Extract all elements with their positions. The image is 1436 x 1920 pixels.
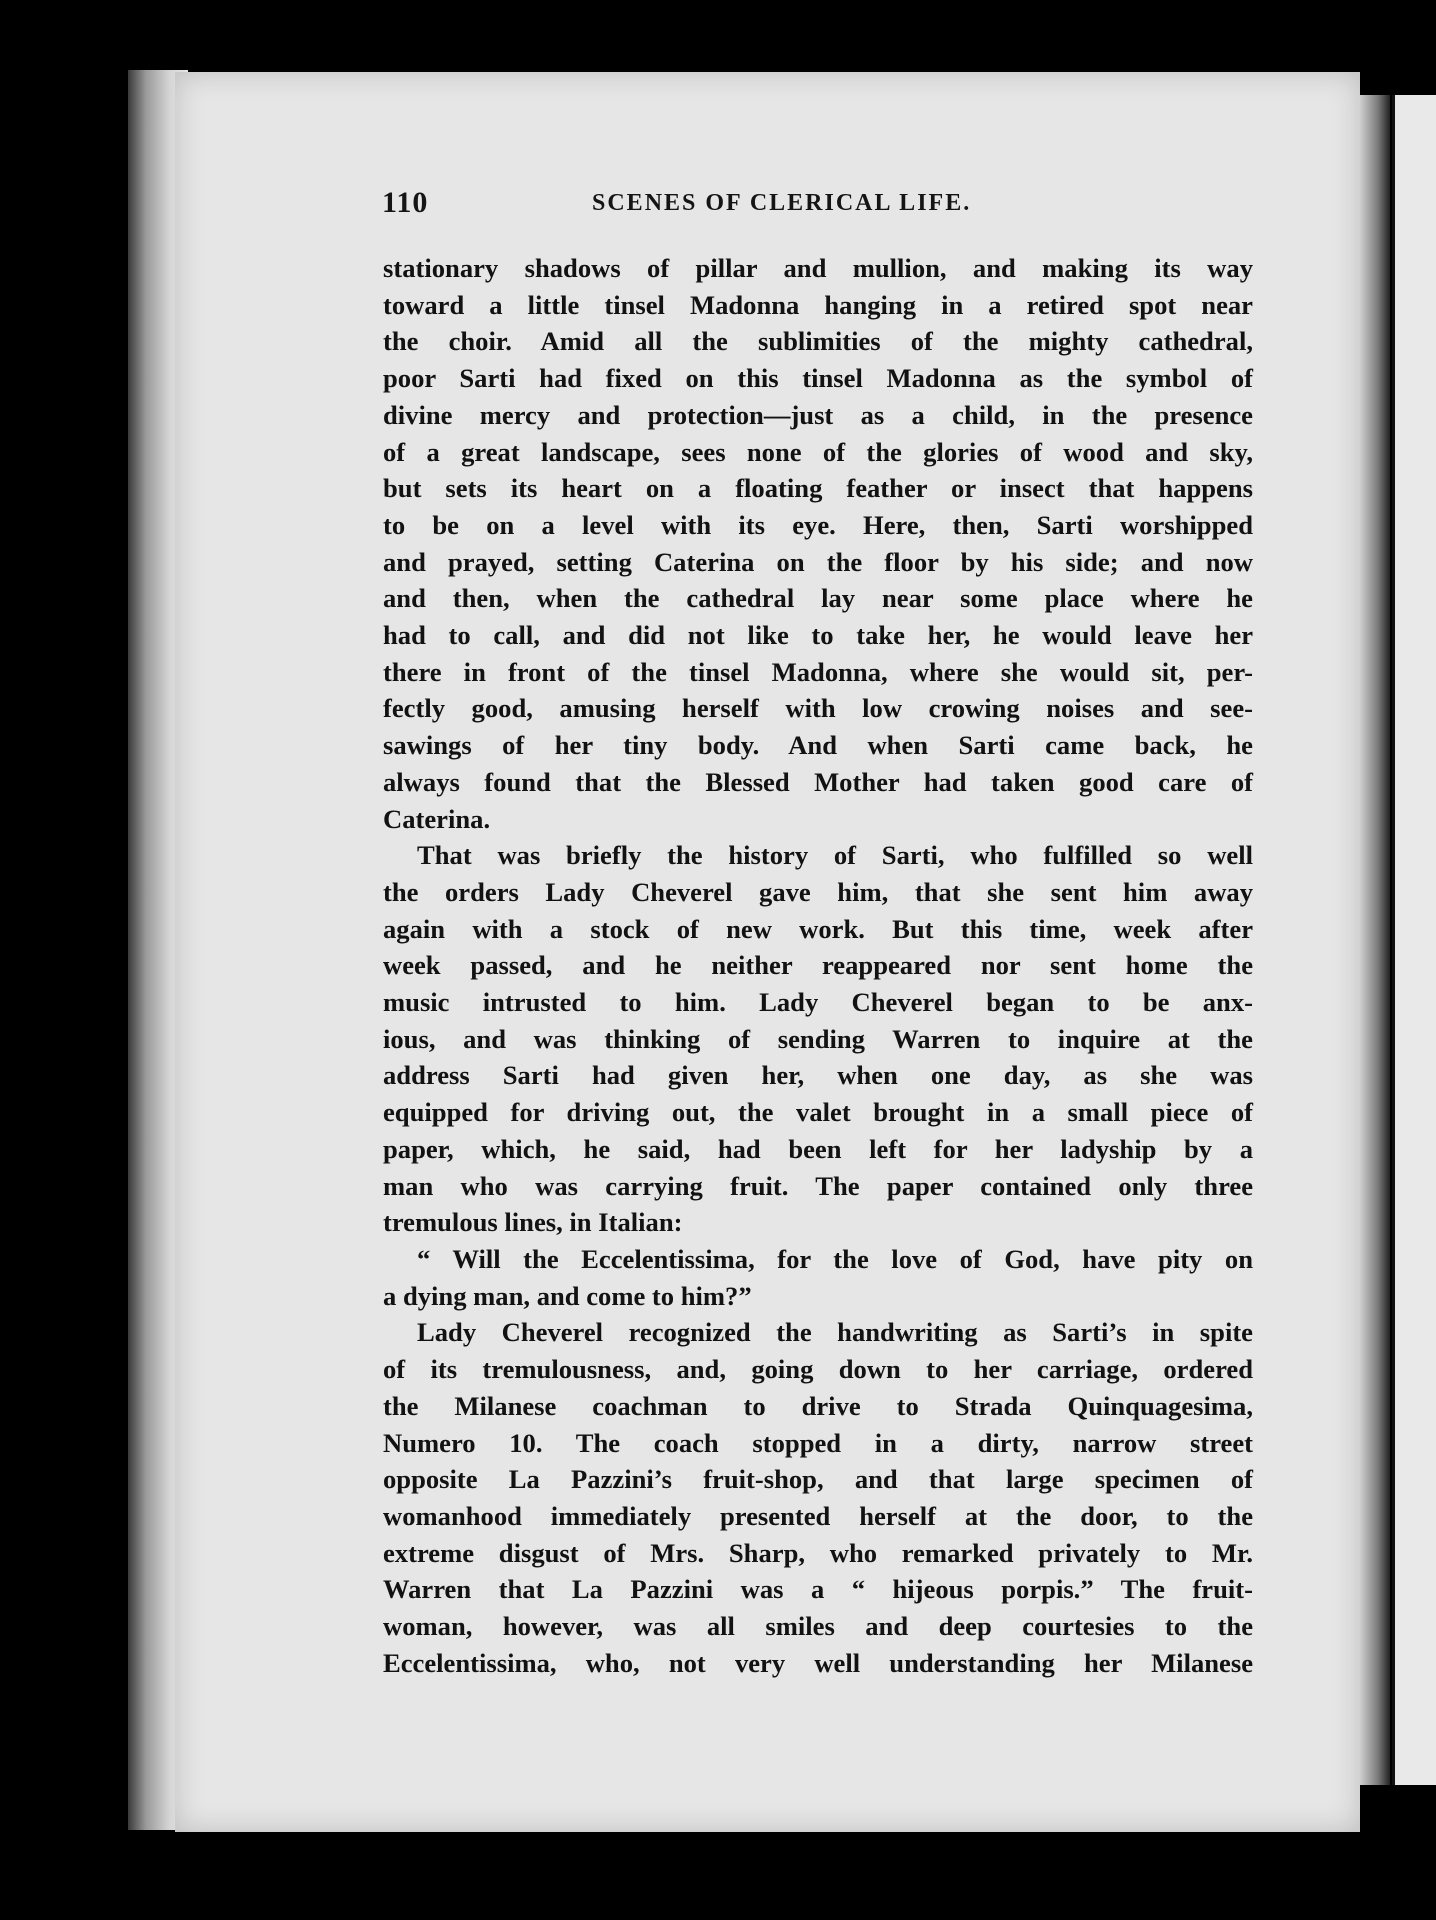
running-header	[382, 186, 1022, 220]
text-line: had to call, and did not like to take her, he would leave her	[383, 620, 1253, 651]
text-line: opposite La Pazzini’s fruit-shop, and that large specimen of	[383, 1464, 1253, 1495]
text-line: poor Sarti had fixed on this tinsel Madonna as the symbol of	[383, 363, 1253, 394]
text-line: That was briefly the history of Sarti, who fulfilled so well	[417, 840, 1253, 871]
body-text	[383, 250, 1253, 1681]
running-title: SCENES OF CLERICAL LIFE.	[592, 190, 972, 216]
facing-page-edge	[1392, 95, 1436, 1785]
text-line: Eccelentissima, who, not very well understanding her Milanese	[383, 1647, 1253, 1678]
text-line: but sets its heart on a floating feather or insect that happens	[383, 473, 1253, 504]
text-line: woman, however, was all smiles and deep courtesies to the	[383, 1611, 1253, 1642]
book-gutter	[1360, 95, 1390, 1785]
text-line: ious, and was thinking of sending Warren to inquire at the	[383, 1023, 1253, 1054]
text-line: toward a little tinsel Madonna hanging in a retired spot near	[383, 289, 1253, 320]
text-line: “ Will the Eccelentissima, for the love of God, have pity on	[417, 1243, 1253, 1274]
text-line: music intrusted to him. Lady Cheverel began to be anx-	[383, 987, 1253, 1018]
text-line: always found that the Blessed Mother had taken good care of	[383, 766, 1253, 797]
text-line: tremulous lines, in Italian:	[383, 1207, 683, 1238]
text-line: Warren that La Pazzini was a “ hijeous porpis.” The fruit-	[383, 1574, 1253, 1605]
page-number: 110	[382, 186, 429, 219]
text-line: of its tremulousness, and, going down to her carriage, ordered	[383, 1354, 1253, 1385]
text-line: womanhood immediately presented herself at the door, to the	[383, 1500, 1253, 1531]
text-line: Numero 10. The coach stopped in a dirty, narrow street	[383, 1427, 1253, 1458]
text-line: address Sarti had given her, when one day, as she was	[383, 1060, 1253, 1091]
text-line: to be on a level with its eye. Here, then, Sarti worshipped	[383, 509, 1253, 540]
text-line: week passed, and he neither reappeared nor sent home the	[383, 950, 1253, 981]
text-line: Caterina.	[383, 803, 491, 834]
text-line: divine mercy and protection—just as a child, in the presence	[383, 399, 1253, 430]
text-line: equipped for driving out, the valet brought in a small piece of	[383, 1097, 1253, 1128]
text-line: the choir. Amid all the sublimities of the mighty cathedral,	[383, 326, 1253, 357]
text-line: the Milanese coachman to drive to Strada Quinquagesima,	[383, 1390, 1253, 1421]
text-line: again with a stock of new work. But this time, week after	[383, 913, 1253, 944]
text-line: a dying man, and come to him?”	[383, 1280, 752, 1311]
text-line: there in front of the tinsel Madonna, where she would sit, per-	[383, 656, 1253, 687]
text-line: sawings of her tiny body. And when Sarti came back, he	[383, 730, 1253, 761]
text-line: and then, when the cathedral lay near some place where he	[383, 583, 1253, 614]
text-line: of a great landscape, sees none of the glories of wood and sky,	[383, 436, 1253, 467]
text-line: fectly good, amusing herself with low crowing noises and see-	[383, 693, 1253, 724]
text-line: paper, which, he said, had been left for her ladyship by a	[383, 1133, 1253, 1164]
text-line: stationary shadows of pillar and mullion, and making its way	[383, 253, 1253, 283]
text-line: extreme disgust of Mrs. Sharp, who remarked privately to Mr.	[383, 1537, 1253, 1568]
text-line: and prayed, setting Caterina on the floor by his side; and now	[383, 546, 1253, 577]
text-line: the orders Lady Cheverel gave him, that she sent him away	[383, 876, 1253, 907]
text-line: Lady Cheverel recognized the handwriting as Sarti’s in spite	[417, 1317, 1253, 1348]
text-line: man who was carrying fruit. The paper contained only three	[383, 1170, 1253, 1201]
